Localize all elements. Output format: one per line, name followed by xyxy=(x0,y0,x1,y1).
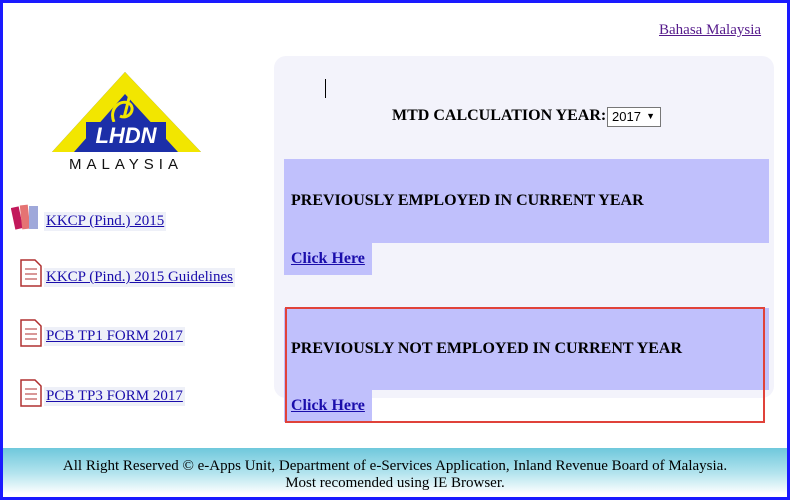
logo-text: LHDN xyxy=(95,123,157,148)
year-label: MTD CALCULATION YEAR: xyxy=(392,107,607,124)
footer-browser-note: Most recomended using IE Browser. xyxy=(285,475,505,491)
footer xyxy=(3,448,787,494)
section-not-employed-title: PREVIOUSLY NOT EMPLOYED IN CURRENT YEAR xyxy=(291,340,683,357)
document-icon xyxy=(19,319,43,347)
click-here-employed-link[interactable]: Click Here xyxy=(291,250,365,267)
sidebar-link-pcb-tp3[interactable]: PCB TP3 FORM 2017 xyxy=(46,388,183,404)
sidebar-link-kkcp-guidelines[interactable]: KKCP (Pind.) 2015 Guidelines xyxy=(46,269,233,285)
sidebar-link-kkcp-2015[interactable]: KKCP (Pind.) 2015 xyxy=(46,213,165,229)
year-select[interactable] xyxy=(607,107,661,127)
books-icon xyxy=(11,201,43,233)
year-select-value: 2017 xyxy=(612,109,641,124)
section-employed-title: PREVIOUSLY EMPLOYED IN CURRENT YEAR xyxy=(291,192,644,209)
section-employed-link-box xyxy=(284,243,372,275)
document-icon xyxy=(19,379,43,407)
dropdown-arrow-icon: ▼ xyxy=(646,111,655,121)
footer-copyright: All Right Reserved © e-Apps Unit, Department of e-Services Application, Inland Revenue Board of Malaysia. xyxy=(62,458,728,474)
language-link[interactable]: Bahasa Malaysia xyxy=(659,22,762,38)
section-employed-header xyxy=(284,159,769,243)
logo-subtext: MALAYSIA xyxy=(69,156,183,172)
document-icon xyxy=(19,259,43,287)
sidebar-link-pcb-tp1[interactable]: PCB TP1 FORM 2017 xyxy=(46,328,183,344)
highlight-box xyxy=(285,307,765,423)
lhdn-logo xyxy=(48,70,208,172)
text-cursor xyxy=(325,79,326,98)
click-here-not-employed-link[interactable]: Click Here xyxy=(291,397,365,414)
